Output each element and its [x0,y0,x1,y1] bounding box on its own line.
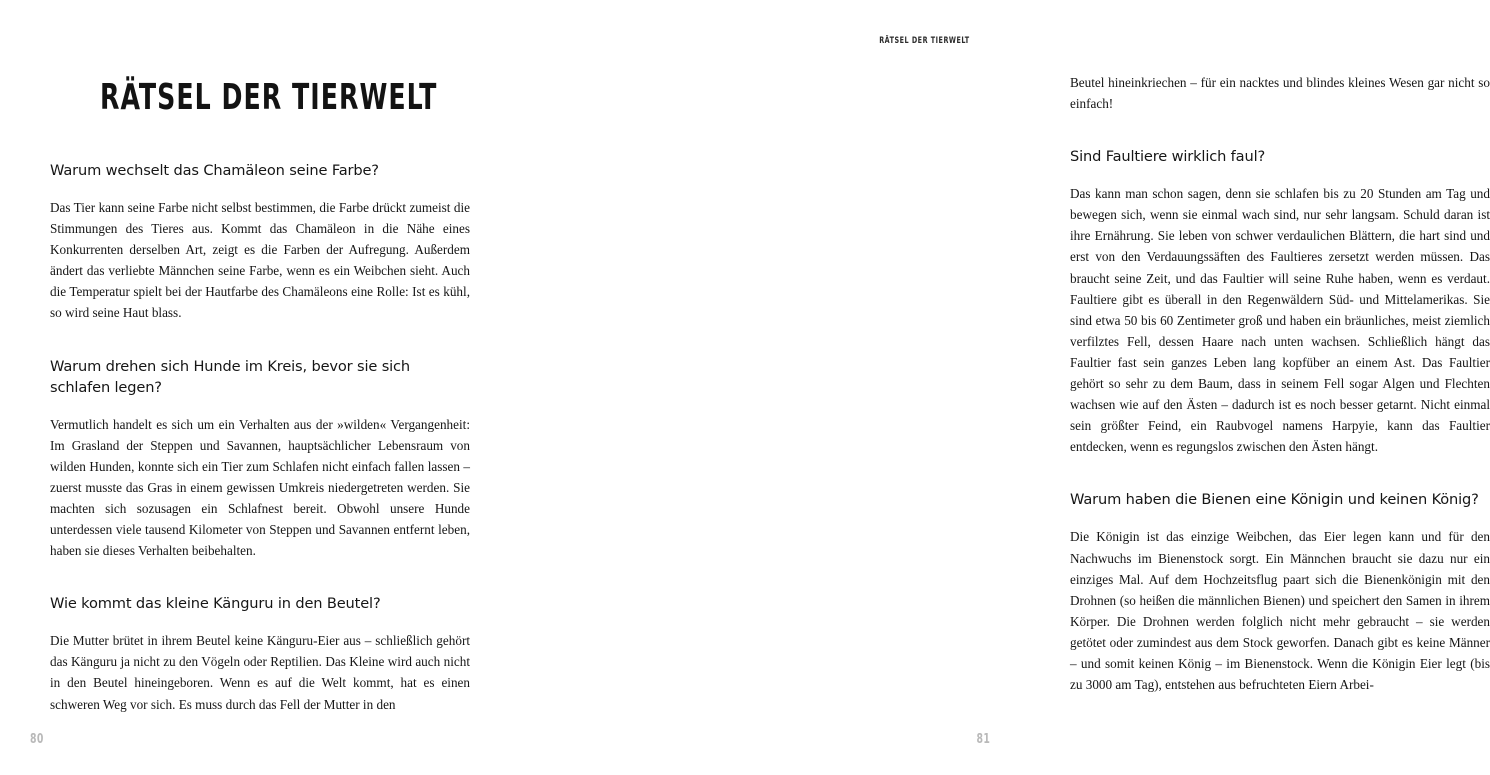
running-header: RÄTSEL DER TIERWELT [879,36,970,46]
page-number-left: 80 [30,732,44,747]
section-heading-bees: Warum haben die Bienen eine Königin und keinen König? [1070,491,1479,509]
left-page [0,0,510,775]
right-page [510,0,1490,775]
left-page-text-column [50,160,470,715]
section-paragraph-dogs: Vermutlich handelt es sich um ein Verhalten aus der »wilden« Vergangenheit: Im Grasland der Steppen und Savannen, hauptsächlicher Lebensraum von wilden Hunden, konnte sich ein Tier zum Schlafen nicht einfach fallen lassen – zuerst musste das Gras in einem gewissen Umkreis niedergetreten werden. Sie machten sich sozusagen ein Schlafnest bereit. Obwohl unsere Hunde unterdessen viele tausend Kilometer von Steppen und Savannen entfernt leben, haben sie dieses Verhalten beibehalten. [50,416,470,559]
section-heading-sloths: Sind Faultiere wirklich faul? [1070,148,1266,166]
section-paragraph-sloths: Das kann man schon sagen, denn sie schlafen bis zu 20 Stunden am Tag und bewegen sich, wenn sie einmal wach sind, nur sehr langsam. Schuld daran ist ihre Ernährung. Sie leben von schwer verdaulichen Blättern, die hart sind und erst von den Verdauungssäften des Faultieres zersetzt werden müssen. Das braucht seine Zeit, und das Faultier will seine Ruhe haben, wenn es verdaut. Faultiere gibt es überall in den Regenwäldern Süd- und Mittelamerikas. Sie sind etwa 50 bis 60 Zentimeter groß und haben ein bräunliches, meist ziemlich verfilztes Fell, dessen Haare nach unten wachsen. Schließlich hängt das Faultier fast sein ganzes Leben lang kopfüber an einem Ast. Das Faultier gehört so sehr zu dem Baum, dass in seinem Fell sogar Algen und Flechten wachsen wie auf den Ästen – dadurch ist es noch besser getarnt. Nicht einmal sein größter Feind, ein Raubvogel namens Harpyie, kann das Faultier entdecken, wenn es regungslos zwischen den Ästen hängt. [1070,186,1490,455]
right-page-text-column [1070,72,1490,695]
section-heading-chameleon: Warum wechselt das Chamäleon seine Farbe? [50,162,379,179]
section-paragraph-bees: Die Königin ist das einzige Weibchen, das Eier legen kann und für den Nachwuchs im Bienenstock sorgt. Ein Männchen braucht sie dazu nur ein einziges Mal. Auf dem Hochzeitsflug paart sich die Bienenkönigin mit den Drohnen (so heißen die männlichen Bienen) und speichert den Samen in ihrem Körper. Die Drohnen werden folglich nicht mehr gebraucht – sie werden getötet oder zumindest aus dem Stock geworfen. Danach gibt es keine Männer – und somit keinen König – im Bienenstock. Wenn die Königin Eier legt (bis zu 3000 am Tag), entstehen aus befruchteten Eiern Arbei- [1070,529,1490,693]
section-heading-dogs: Warum drehen sich Hunde im Kreis, bevor sie sich schlafen legen? [50,357,411,396]
chapter-title: RÄTSEL DER TIERWELT [100,77,438,118]
section-paragraph-chameleon: Das Tier kann seine Farbe nicht selbst bestimmen, die Farbe drückt zumeist die Stimmungen des Tieres aus. Kommt das Chamäleon in die Nähe eines Konkurrenten derselben Art, zeigt es die Farben der Aufregung. Außerdem ändert das verliebte Männchen seine Farbe, wenn es ein Weibchen sieht. Auch die Temperatur spielt bei der Hautfarbe des Chamäleons eine Rolle: Ist es kühl, so wird seine Haut blass. [50,200,470,321]
page-number-right: 81 [976,732,990,747]
continuation-paragraph-kangaroo: Beutel hineinkriechen – für ein nacktes und blindes kleines Wesen gar nicht so einfach! [1070,75,1490,112]
section-heading-kangaroo: Wie kommt das kleine Känguru in den Beutel? [50,595,381,613]
section-paragraph-kangaroo: Die Mutter brütet in ihrem Beutel keine Känguru-Eier aus – schließlich gehört das Känguru ja nicht zu den Vögeln oder Reptilien. Das Kleine wird auch nicht in den Beutel hineingeboren. Wenn es auf die Welt kommt, hat es einen schweren Weg vor sich. Es muss durch das Fell der Mutter in den [50,633,470,712]
